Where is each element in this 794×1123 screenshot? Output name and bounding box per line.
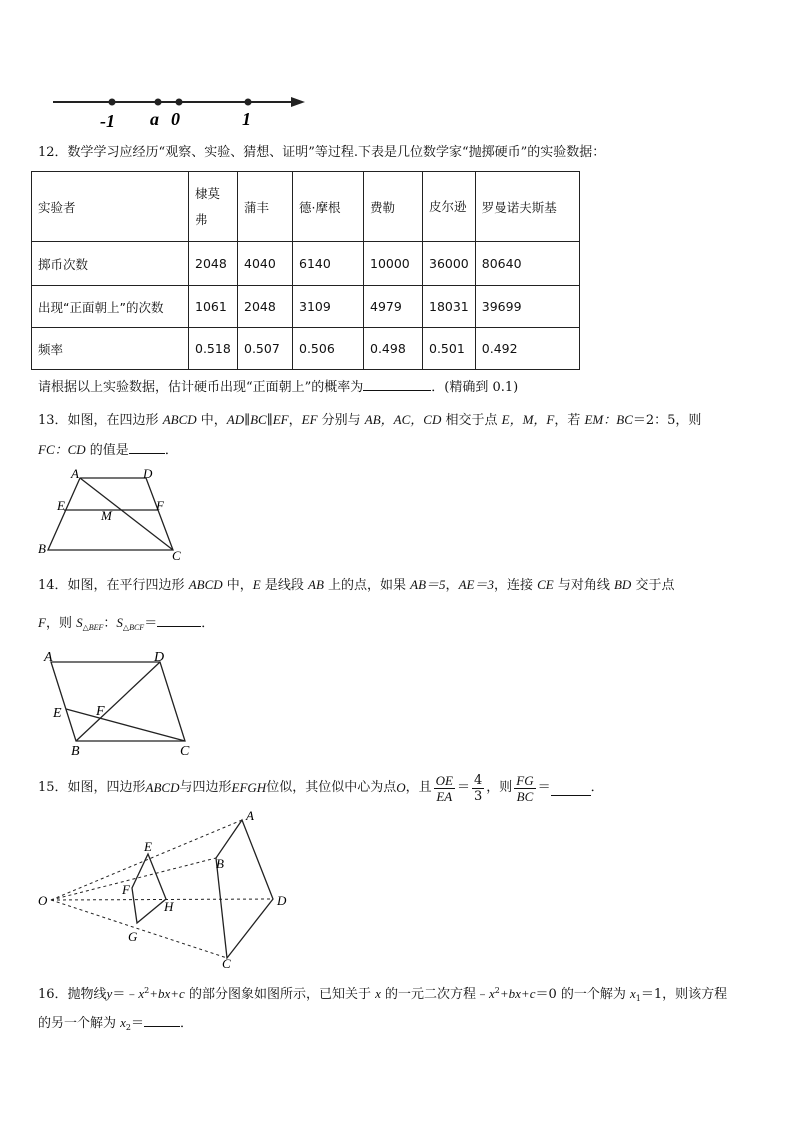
label-M: M [101, 508, 112, 523]
q13-line1: 13．如图，在四边形 ABCD 中，AD∥BC∥EF，EF 分别与 AB，AC，CD 相交于点 E，M，F，若 EM：BC＝2：5，则 [38, 412, 702, 428]
label-C: C [172, 548, 181, 563]
table-cell: 18031 [423, 286, 476, 328]
table-cell: 德·摩根 [293, 172, 364, 242]
table-cell: 1061 [189, 286, 238, 328]
label-G: G [128, 929, 138, 944]
label-F: F [122, 882, 130, 897]
table-row [32, 242, 580, 286]
table-cell: 棣莫弗 [189, 172, 238, 242]
q15-line: 15．如图，四边形 ABCD 与四边形 EFGH 位似，其位似中心为点 O ，且 $\frac{OE}{EA}$ ＝ $\frac{4}{3}$ ，则 $\frac{FG}{BC}$ ＝ ． [38, 772, 604, 804]
label-A: A [71, 466, 79, 481]
q16-line1: 16．抛物线$y=﹣x^2+bx+c$ 的部分图象如图所示，已知关于 x 的一元二次方程$﹣x^2+bx+c=0$ 的一个解为 $x_1=1$，则该方程 [38, 986, 728, 1003]
label-E: E [144, 839, 152, 854]
table-header-row [32, 172, 580, 242]
coin-table [31, 171, 580, 370]
label-B: B [216, 856, 224, 871]
table-cell: 费勒 [364, 172, 423, 242]
table-cell: 0.501 [423, 328, 476, 370]
table-cell: 36000 [423, 242, 476, 286]
table-cell: 实验者 [32, 172, 189, 242]
fraction-oe-ea: $\frac{OE}{EA}$ [435, 772, 453, 804]
q14-figure [38, 645, 203, 760]
label-E: E [57, 498, 65, 513]
number-line [45, 85, 315, 135]
answer-blank[interactable] [551, 781, 591, 796]
table-cell: 频率 [32, 328, 189, 370]
label-A: A [44, 650, 53, 665]
table-cell: 3109 [293, 286, 364, 328]
answer-blank[interactable] [157, 612, 201, 627]
point-minus-one [109, 99, 116, 106]
answer-blank[interactable] [144, 1012, 180, 1027]
label-H: H [164, 899, 174, 914]
label-C: C [222, 956, 231, 971]
label-A: A [246, 808, 254, 823]
table-cell: 蒲丰 [238, 172, 293, 242]
table-cell: 0.492 [475, 328, 579, 370]
fraction-4-3: $\frac{4}{3}$ [473, 772, 483, 804]
label-F: F [156, 498, 164, 513]
q13-figure [35, 465, 190, 565]
label-C: C [180, 744, 190, 759]
table-cell: 10000 [364, 242, 423, 286]
label-F: F [96, 704, 105, 719]
q16-line2: 的另一个解为 $x_2=$ ． [38, 1012, 193, 1038]
answer-blank[interactable] [363, 376, 431, 391]
table-cell: 80640 [475, 242, 579, 286]
table-cell: 4979 [364, 286, 423, 328]
table-cell: 0.506 [293, 328, 364, 370]
q12-prompt: 12．数学学习应经历“观察、实验、猜想、证明”等过程.下表是几位数学家“抛掷硬币”的实验数据： [38, 145, 606, 160]
table-row [32, 286, 580, 328]
q13-line2: FC：CD 的值是 ． [38, 439, 178, 461]
label-E: E [53, 706, 62, 721]
q14-line1: 14．如图，在平行四边形 ABCD 中，E 是线段 AB 上的点，如果 AB＝5，AE＝3，连接 CE 与对角线 BD 交于点 [38, 577, 675, 593]
table-cell: 39699 [475, 286, 579, 328]
label-O: O [38, 893, 48, 908]
fraction-fg-bc: $\frac{FG}{BC}$ [516, 772, 534, 804]
label-D: D [154, 650, 165, 665]
label-minus-one: -1 [100, 111, 115, 131]
point-one [245, 99, 252, 106]
answer-blank[interactable] [129, 439, 165, 454]
table-cell: 掷币次数 [32, 242, 189, 286]
q15-figure [30, 808, 300, 973]
label-B: B [38, 541, 46, 556]
table-cell: 0.507 [238, 328, 293, 370]
table-cell: 罗曼诺夫斯基 [475, 172, 579, 242]
q14-line2: F，则 $S_{\triangle BEF}$：$S_{\triangle BCF}=$ ． [38, 612, 214, 638]
table-cell: 0.498 [364, 328, 423, 370]
table-cell: 皮尔逊 [423, 172, 476, 242]
label-D: D [277, 893, 287, 908]
table-cell: 4040 [238, 242, 293, 286]
label-one: 1 [242, 109, 251, 129]
table-cell: 2048 [238, 286, 293, 328]
label-D: D [143, 466, 153, 481]
table-cell: 2048 [189, 242, 238, 286]
table-cell: 6140 [293, 242, 364, 286]
table-cell: 出现“正面朝上”的次数 [32, 286, 189, 328]
point-a [155, 99, 162, 106]
table-cell: 0.518 [189, 328, 238, 370]
point-zero [176, 99, 183, 106]
table-row [32, 328, 580, 370]
label-a: a [150, 109, 159, 129]
q12-answer-line: 请根据以上实验数据，估计硬币出现“正面朝上”的概率为 ．(精确到 0.1) [38, 376, 518, 398]
label-B: B [71, 744, 80, 759]
label-zero: 0 [171, 109, 180, 129]
